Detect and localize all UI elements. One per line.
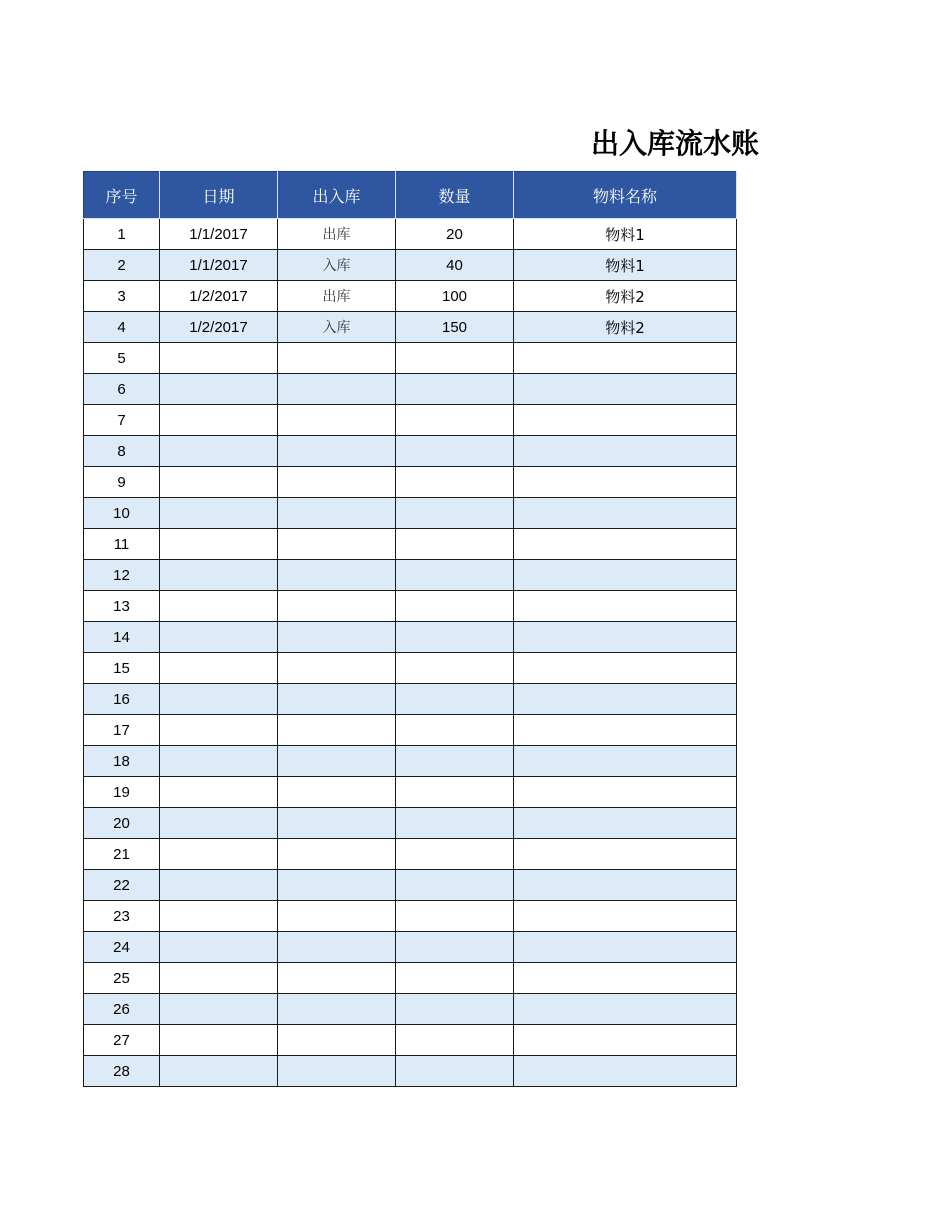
table-row xyxy=(84,343,737,374)
table-row xyxy=(84,374,737,405)
table-row xyxy=(84,1025,737,1056)
cell-quantity[interactable] xyxy=(396,591,514,622)
table-row xyxy=(84,405,737,436)
cell-material[interactable] xyxy=(514,622,737,653)
cell-quantity[interactable] xyxy=(396,1025,514,1056)
cell-date[interactable] xyxy=(160,560,278,591)
cell-type[interactable] xyxy=(278,374,396,405)
cell-type[interactable] xyxy=(278,777,396,808)
cell-date[interactable] xyxy=(160,1025,278,1056)
cell-quantity[interactable] xyxy=(396,374,514,405)
inventory-ledger-table xyxy=(83,171,737,1087)
cell-type[interactable] xyxy=(278,684,396,715)
cell-no[interactable]: 16 xyxy=(84,684,160,715)
cell-type[interactable] xyxy=(278,963,396,994)
cell-quantity[interactable] xyxy=(396,901,514,932)
cell-no[interactable]: 5 xyxy=(84,343,160,374)
cell-type[interactable] xyxy=(278,560,396,591)
cell-type[interactable] xyxy=(278,591,396,622)
cell-type[interactable] xyxy=(278,1056,396,1087)
cell-material[interactable] xyxy=(514,932,737,963)
cell-material[interactable] xyxy=(514,498,737,529)
table-row xyxy=(84,312,737,343)
cell-no[interactable]: 23 xyxy=(84,901,160,932)
cell-quantity[interactable] xyxy=(396,808,514,839)
table-body xyxy=(84,219,737,1087)
cell-date[interactable] xyxy=(160,1056,278,1087)
cell-date[interactable] xyxy=(160,994,278,1025)
cell-date[interactable]: 1/1/2017 xyxy=(160,219,278,250)
cell-material[interactable] xyxy=(514,1025,737,1056)
cell-material[interactable] xyxy=(514,374,737,405)
cell-quantity[interactable]: 40 xyxy=(396,250,514,281)
cell-quantity[interactable] xyxy=(396,715,514,746)
cell-no[interactable]: 9 xyxy=(84,467,160,498)
cell-no[interactable]: 19 xyxy=(84,777,160,808)
cell-no[interactable]: 21 xyxy=(84,839,160,870)
cell-date[interactable] xyxy=(160,746,278,777)
cell-date[interactable] xyxy=(160,343,278,374)
cell-type[interactable] xyxy=(278,436,396,467)
cell-type[interactable]: 出库 xyxy=(278,219,396,250)
cell-date[interactable] xyxy=(160,653,278,684)
cell-type[interactable] xyxy=(278,870,396,901)
cell-type[interactable] xyxy=(278,715,396,746)
cell-type[interactable]: 入库 xyxy=(278,250,396,281)
cell-date[interactable] xyxy=(160,684,278,715)
cell-date[interactable]: 1/2/2017 xyxy=(160,281,278,312)
cell-quantity[interactable] xyxy=(396,343,514,374)
cell-quantity[interactable] xyxy=(396,1056,514,1087)
cell-quantity[interactable] xyxy=(396,746,514,777)
cell-material[interactable] xyxy=(514,839,737,870)
cell-type[interactable] xyxy=(278,467,396,498)
cell-no[interactable]: 20 xyxy=(84,808,160,839)
cell-material[interactable] xyxy=(514,715,737,746)
column-header-quantity[interactable]: 数量 xyxy=(396,172,514,219)
table-row xyxy=(84,1056,737,1087)
table-row xyxy=(84,622,737,653)
cell-date[interactable] xyxy=(160,405,278,436)
cell-quantity[interactable] xyxy=(396,870,514,901)
cell-date[interactable]: 1/1/2017 xyxy=(160,250,278,281)
table-row xyxy=(84,901,737,932)
cell-no[interactable]: 6 xyxy=(84,374,160,405)
cell-date[interactable] xyxy=(160,808,278,839)
cell-quantity[interactable] xyxy=(396,994,514,1025)
cell-quantity[interactable] xyxy=(396,932,514,963)
cell-material[interactable] xyxy=(514,436,737,467)
table-row xyxy=(84,777,737,808)
cell-quantity[interactable] xyxy=(396,653,514,684)
cell-no[interactable]: 10 xyxy=(84,498,160,529)
cell-date[interactable] xyxy=(160,436,278,467)
cell-type[interactable] xyxy=(278,901,396,932)
cell-type[interactable] xyxy=(278,839,396,870)
table-viewport xyxy=(83,171,736,1089)
table-row xyxy=(84,870,737,901)
cell-material[interactable] xyxy=(514,1056,737,1087)
cell-type[interactable] xyxy=(278,622,396,653)
cell-no[interactable]: 2 xyxy=(84,250,160,281)
title-area xyxy=(0,118,760,170)
cell-quantity[interactable]: 100 xyxy=(396,281,514,312)
cell-material[interactable]: 物料2 xyxy=(514,281,737,312)
cell-date[interactable] xyxy=(160,498,278,529)
cell-material[interactable] xyxy=(514,467,737,498)
cell-no[interactable]: 13 xyxy=(84,591,160,622)
cell-quantity[interactable]: 150 xyxy=(396,312,514,343)
cell-type[interactable] xyxy=(278,994,396,1025)
cell-no[interactable]: 18 xyxy=(84,746,160,777)
cell-material[interactable]: 物料1 xyxy=(514,219,737,250)
cell-material[interactable] xyxy=(514,529,737,560)
cell-quantity[interactable]: 20 xyxy=(396,219,514,250)
cell-material[interactable] xyxy=(514,560,737,591)
cell-no[interactable]: 26 xyxy=(84,994,160,1025)
table-row xyxy=(84,250,737,281)
table-row xyxy=(84,994,737,1025)
cell-material[interactable] xyxy=(514,777,737,808)
cell-no[interactable]: 28 xyxy=(84,1056,160,1087)
cell-no[interactable]: 8 xyxy=(84,436,160,467)
cell-type[interactable]: 入库 xyxy=(278,312,396,343)
table-row xyxy=(84,839,737,870)
cell-date[interactable] xyxy=(160,467,278,498)
table-row xyxy=(84,591,737,622)
table-row xyxy=(84,529,737,560)
cell-material[interactable] xyxy=(514,901,737,932)
cell-material[interactable]: 物料2 xyxy=(514,312,737,343)
cell-no[interactable]: 14 xyxy=(84,622,160,653)
cell-no[interactable]: 4 xyxy=(84,312,160,343)
cell-quantity[interactable] xyxy=(396,777,514,808)
cell-date[interactable] xyxy=(160,529,278,560)
table-row xyxy=(84,560,737,591)
cell-type[interactable] xyxy=(278,1025,396,1056)
cell-date[interactable] xyxy=(160,870,278,901)
cell-material[interactable] xyxy=(514,963,737,994)
cell-type[interactable] xyxy=(278,808,396,839)
table-row xyxy=(84,808,737,839)
cell-type[interactable] xyxy=(278,529,396,560)
cell-quantity[interactable] xyxy=(396,560,514,591)
cell-type[interactable] xyxy=(278,746,396,777)
cell-material[interactable] xyxy=(514,684,737,715)
cell-type[interactable] xyxy=(278,932,396,963)
cell-date[interactable]: 1/2/2017 xyxy=(160,312,278,343)
cell-type[interactable] xyxy=(278,343,396,374)
table-row xyxy=(84,932,737,963)
cell-quantity[interactable] xyxy=(396,498,514,529)
cell-no[interactable]: 15 xyxy=(84,653,160,684)
cell-no[interactable]: 24 xyxy=(84,932,160,963)
cell-material[interactable]: 物料1 xyxy=(514,250,737,281)
table-row xyxy=(84,219,737,250)
cell-quantity[interactable] xyxy=(396,436,514,467)
cell-date[interactable] xyxy=(160,963,278,994)
cell-type[interactable]: 出库 xyxy=(278,281,396,312)
cell-material[interactable] xyxy=(514,653,737,684)
table-row xyxy=(84,746,737,777)
cell-date[interactable] xyxy=(160,901,278,932)
cell-no[interactable]: 12 xyxy=(84,560,160,591)
cell-no[interactable]: 3 xyxy=(84,281,160,312)
cell-date[interactable] xyxy=(160,374,278,405)
table-row xyxy=(84,963,737,994)
cell-no[interactable]: 1 xyxy=(84,219,160,250)
table-row xyxy=(84,498,737,529)
cell-no[interactable]: 7 xyxy=(84,405,160,436)
cell-no[interactable]: 11 xyxy=(84,529,160,560)
cell-type[interactable] xyxy=(278,498,396,529)
cell-date[interactable] xyxy=(160,715,278,746)
cell-no[interactable]: 27 xyxy=(84,1025,160,1056)
cell-quantity[interactable] xyxy=(396,405,514,436)
table-row xyxy=(84,653,737,684)
cell-material[interactable] xyxy=(514,746,737,777)
table-header-row xyxy=(84,172,737,219)
cell-date[interactable] xyxy=(160,591,278,622)
table-row xyxy=(84,715,737,746)
cell-material[interactable] xyxy=(514,994,737,1025)
column-header-material[interactable]: 物料名称 xyxy=(514,172,737,219)
cell-material[interactable] xyxy=(514,591,737,622)
table-row xyxy=(84,281,737,312)
cell-date[interactable] xyxy=(160,622,278,653)
table-row xyxy=(84,467,737,498)
cell-quantity[interactable] xyxy=(396,839,514,870)
page-title: 出入库流水账 xyxy=(591,127,760,160)
table-row xyxy=(84,436,737,467)
cell-quantity[interactable] xyxy=(396,622,514,653)
column-header-date[interactable]: 日期 xyxy=(160,172,278,219)
cell-type[interactable] xyxy=(278,405,396,436)
cell-no[interactable]: 22 xyxy=(84,870,160,901)
cell-no[interactable]: 17 xyxy=(84,715,160,746)
cell-quantity[interactable] xyxy=(396,963,514,994)
cell-date[interactable] xyxy=(160,932,278,963)
cell-material[interactable] xyxy=(514,343,737,374)
cell-date[interactable] xyxy=(160,839,278,870)
column-header-no[interactable]: 序号 xyxy=(84,172,160,219)
column-header-type[interactable]: 出入库 xyxy=(278,172,396,219)
cell-material[interactable] xyxy=(514,808,737,839)
cell-no[interactable]: 25 xyxy=(84,963,160,994)
cell-material[interactable] xyxy=(514,870,737,901)
cell-material[interactable] xyxy=(514,405,737,436)
cell-date[interactable] xyxy=(160,777,278,808)
cell-quantity[interactable] xyxy=(396,529,514,560)
cell-type[interactable] xyxy=(278,653,396,684)
cell-quantity[interactable] xyxy=(396,684,514,715)
table-row xyxy=(84,684,737,715)
cell-quantity[interactable] xyxy=(396,467,514,498)
